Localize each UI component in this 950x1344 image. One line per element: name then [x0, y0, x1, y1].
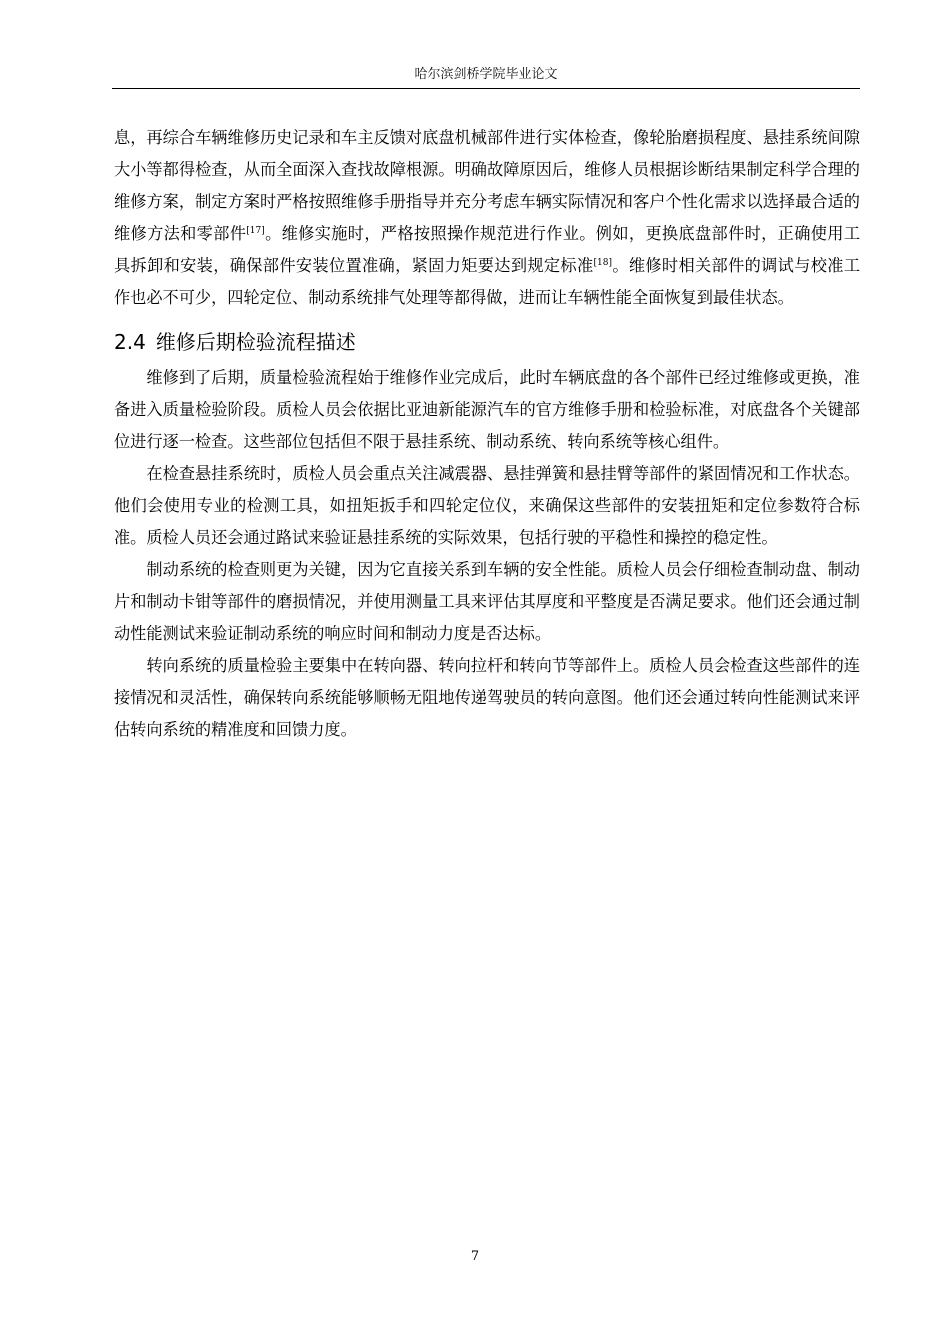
- body-text: [114, 122, 860, 746]
- section-number: 2.4: [114, 330, 146, 354]
- running-header: 哈尔滨剑桥学院毕业论文: [414, 67, 558, 82]
- citation-17: [17]: [246, 226, 265, 236]
- page-number: 7: [470, 1249, 480, 1264]
- header-divider: [112, 88, 860, 89]
- paragraph-text: 息，再综合车辆维修历史记录和车主反馈对底盘机械部件进行实体检查，像轮胎磨损程度、悬挂系统间隙大小等都得检查，从而全面深入查找故障根源。明确故障原因后，维修人员根据诊断结果制定科学合理的维修方案，制定方案时严格按照维修手册指导并充分考虑车辆实际情况和客户个性化需求以选择最合适的维修方法和零部件: [114, 128, 860, 243]
- continued-paragraph: [114, 122, 860, 314]
- paragraph: 维修到了后期，质量检验流程始于维修作业完成后，此时车辆底盘的各个部件已经过维修或更换，准备进入质量检验阶段。质检人员会依据比亚迪新能源汽车的官方维修手册和检验标准，对底盘各个关键部位进行逐一检查。这些部位包括但不限于悬挂系统、制动系统、转向系统等核心组件。: [114, 368, 860, 451]
- citation-18: [18]: [593, 258, 612, 268]
- paragraph: 制动系统的检查则更为关键，因为它直接关系到车辆的安全性能。质检人员会仔细检查制动盘、制动片和制动卡钳等部件的磨损情况，并使用测量工具来评估其厚度和平整度是否满足要求。他们还会通过制动性能测试来验证制动系统的响应时间和制动力度是否达标。: [114, 560, 860, 643]
- section-title: 维修后期检验流程描述: [155, 330, 356, 354]
- paragraph: 在检查悬挂系统时，质检人员会重点关注减震器、悬挂弹簧和悬挂臂等部件的紧固情况和工作状态。他们会使用专业的检测工具，如扭矩扳手和四轮定位仪，来确保这些部件的安装扭矩和定位参数符合标准。质检人员还会通过路试来验证悬挂系统的实际效果，包括行驶的平稳性和操控的稳定性。: [114, 464, 860, 547]
- paragraph: 转向系统的质量检验主要集中在转向器、转向拉杆和转向节等部件上。质检人员会检查这些部件的连接情况和灵活性，确保转向系统能够顺畅无阻地传递驾驶员的转向意图。他们还会通过转向性能测试来评估转向系统的精准度和回馈力度。: [114, 656, 860, 739]
- paragraph-text: 。维修实施时，严格按照操作规范进行作业。例如，更换底盘部件时，正确使用工具拆卸和安装，确保部件安装位置准确，紧固力矩要达到规定标准: [114, 224, 861, 275]
- paragraph-text: 。维修时相关部件的调试与校准工作也必不可少，四轮定位、制动系统排气处理等都得做，进而让车辆性能全面恢复到最佳状态。: [114, 256, 861, 307]
- section-heading: [114, 328, 860, 356]
